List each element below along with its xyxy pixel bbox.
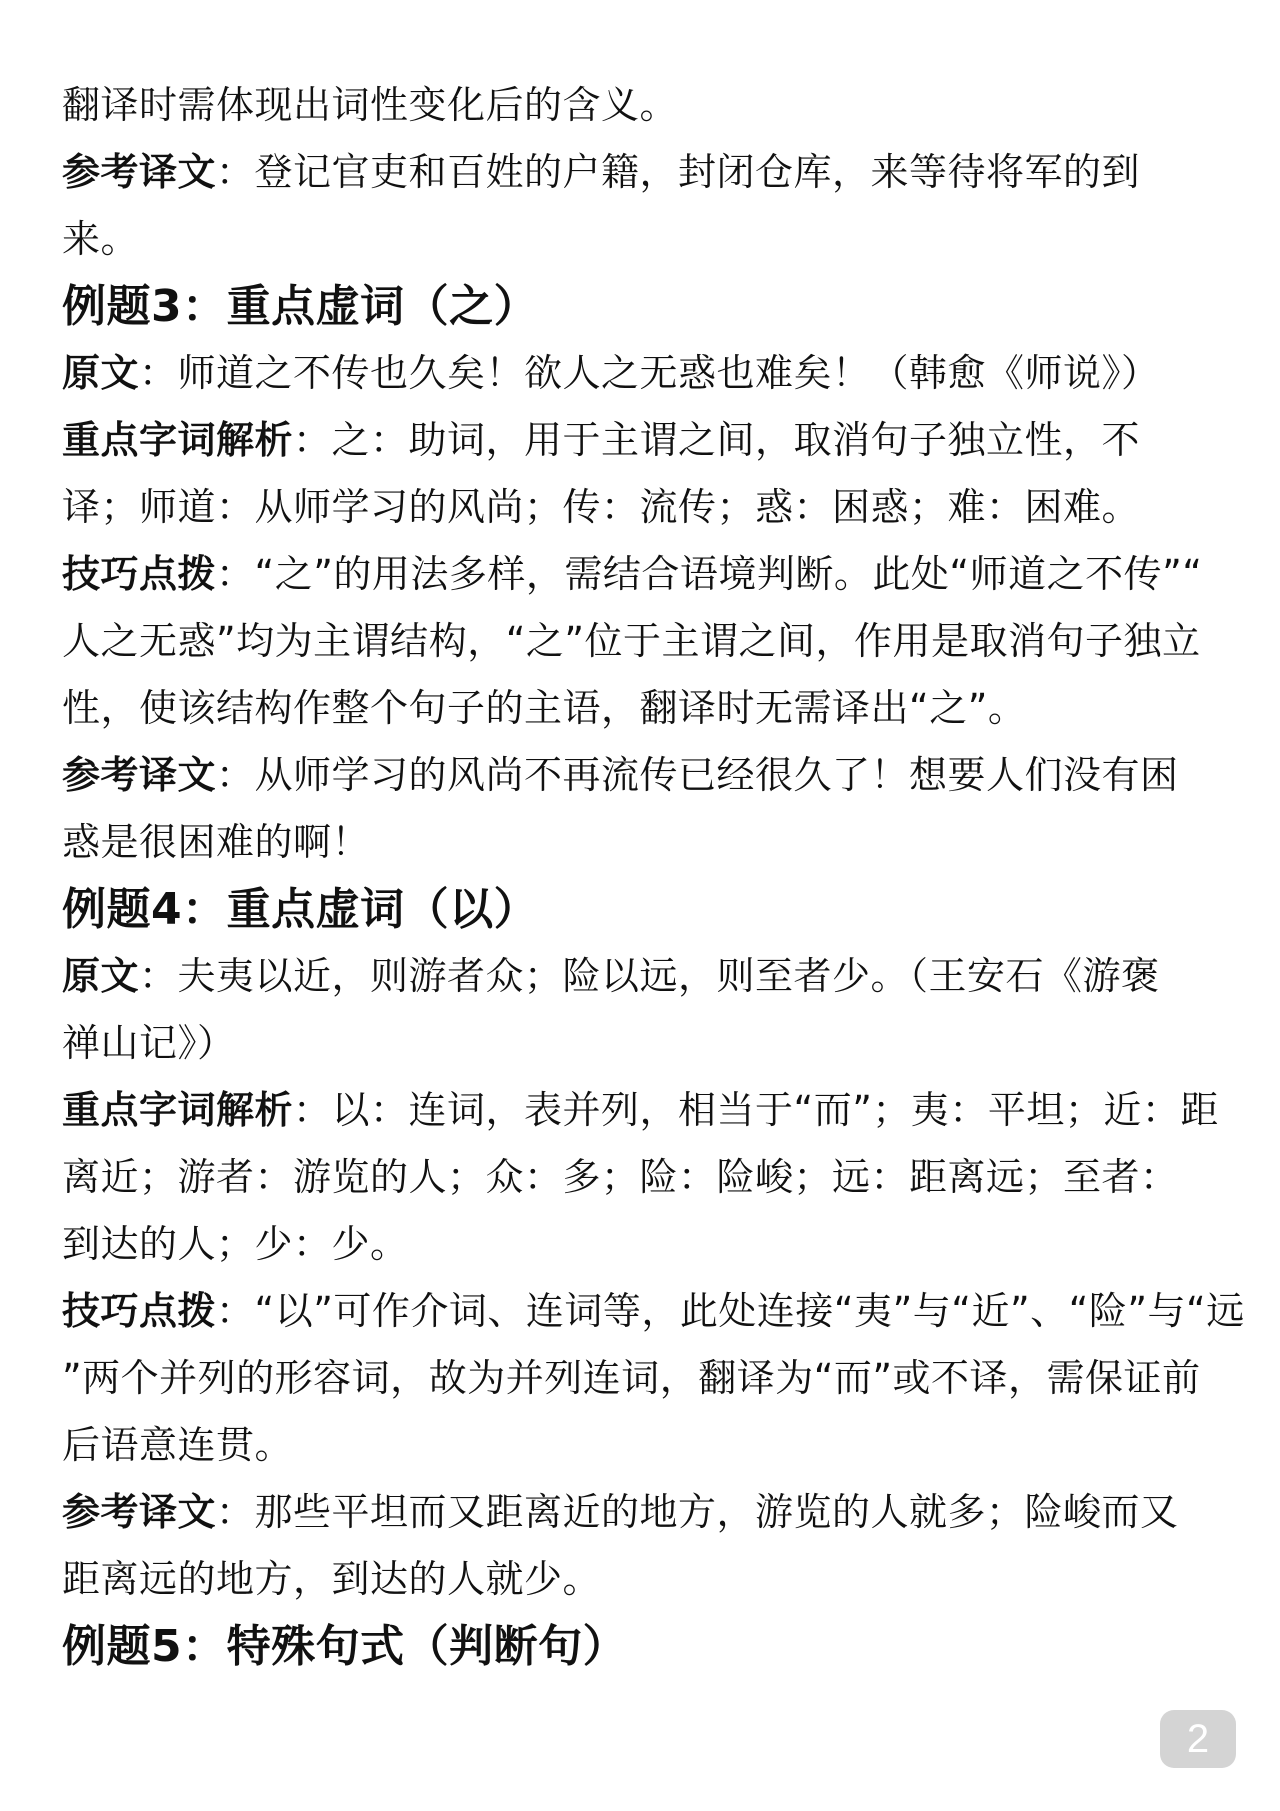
label-original: 原文 (62, 954, 140, 998)
text-line (62, 1211, 1242, 1278)
reference-translation-line (62, 1479, 1242, 1546)
label-reference-translation: 参考译文 (62, 150, 217, 194)
document-body (62, 72, 1245, 1680)
text: 到达的人；少：少。 (62, 1222, 409, 1266)
label-tips: 技巧点拨 (62, 552, 217, 596)
text-line (62, 809, 1242, 876)
text: ：夫夷以近，则游者众；险以远，则至者少。（王安石《游褒 (139, 954, 1160, 998)
label-original: 原文 (62, 351, 140, 395)
original-text-line (62, 340, 1242, 407)
text: 后语意连贯。 (62, 1423, 294, 1467)
text: ：登记官吏和百姓的户籍，封闭仓库，来等待将军的到 (216, 150, 1141, 194)
text: 人之无惑”均为主谓结构，“之”位于主谓之间，作用是取消句子独立 (62, 619, 1201, 663)
text-line (62, 72, 1242, 139)
text-line (62, 675, 1242, 742)
text-line (62, 1144, 1242, 1211)
text-line (62, 608, 1242, 675)
original-text-line (62, 943, 1242, 1010)
label-reference-translation: 参考译文 (62, 753, 217, 797)
text-line (62, 474, 1242, 541)
text: ：从师学习的风尚不再流传已经很久了！想要人们没有困 (216, 753, 1179, 797)
text: 性，使该结构作整个句子的主语，翻译时无需译出“之”。 (62, 686, 1027, 730)
text-line (62, 1345, 1242, 1412)
page-number-badge: 2 (1160, 1710, 1236, 1768)
label-reference-translation: 参考译文 (62, 1490, 217, 1534)
text: 译；师道：从师学习的风尚；传：流传；惑：困惑；难：困难。 (62, 485, 1141, 529)
text: ：之：助词，用于主谓之间，取消句子独立性，不 (293, 418, 1141, 462)
example-3-heading: 例题3：重点虚词（之） (62, 281, 539, 332)
text: 禅山记》） (62, 1021, 236, 1065)
example-5-heading: 例题5：特殊句式（判断句） (62, 1621, 628, 1672)
text: 距离远的地方，到达的人就少。 (62, 1557, 602, 1601)
text-line (62, 1546, 1242, 1613)
label-word-analysis: 重点字词解析 (62, 418, 294, 462)
example-4-heading: 例题4：重点虚词（以） (62, 884, 539, 935)
text-line (62, 1412, 1242, 1479)
text: ：以：连词，表并列，相当于“而”；夷：平坦；近：距 (293, 1088, 1219, 1132)
text: ”两个并列的形容词，故为并列连词，翻译为“而”或不译，需保证前 (62, 1356, 1201, 1400)
text: ：师道之不传也久矣！欲人之无惑也难矣！（韩愈《师说》） (139, 351, 1160, 395)
text-line (62, 206, 1242, 273)
text: ：“以”可作介词、连词等，此处连接“夷”与“近”、“险”与“远 (216, 1289, 1245, 1333)
text: 离近；游者：游览的人；众：多；险：险峻；远：距离远；至者： (62, 1155, 1179, 1199)
text: 惑是很困难的啊！ (62, 820, 371, 864)
tips-line (62, 1278, 1245, 1345)
reference-translation-line (62, 742, 1242, 809)
word-analysis-line (62, 1077, 1242, 1144)
text-line (62, 1010, 1242, 1077)
text: ：那些平坦而又距离近的地方，游览的人就多；险峻而又 (216, 1490, 1179, 1534)
text: 来。 (62, 217, 140, 261)
label-tips: 技巧点拨 (62, 1289, 217, 1333)
text: ：“之”的用法多样，需结合语境判断。此处“师道之不传”“ (216, 552, 1203, 596)
tips-line (62, 541, 1242, 608)
reference-translation-line (62, 139, 1242, 206)
text: 翻译时需体现出词性变化后的含义。 (62, 83, 679, 127)
word-analysis-line (62, 407, 1242, 474)
label-word-analysis: 重点字词解析 (62, 1088, 294, 1132)
